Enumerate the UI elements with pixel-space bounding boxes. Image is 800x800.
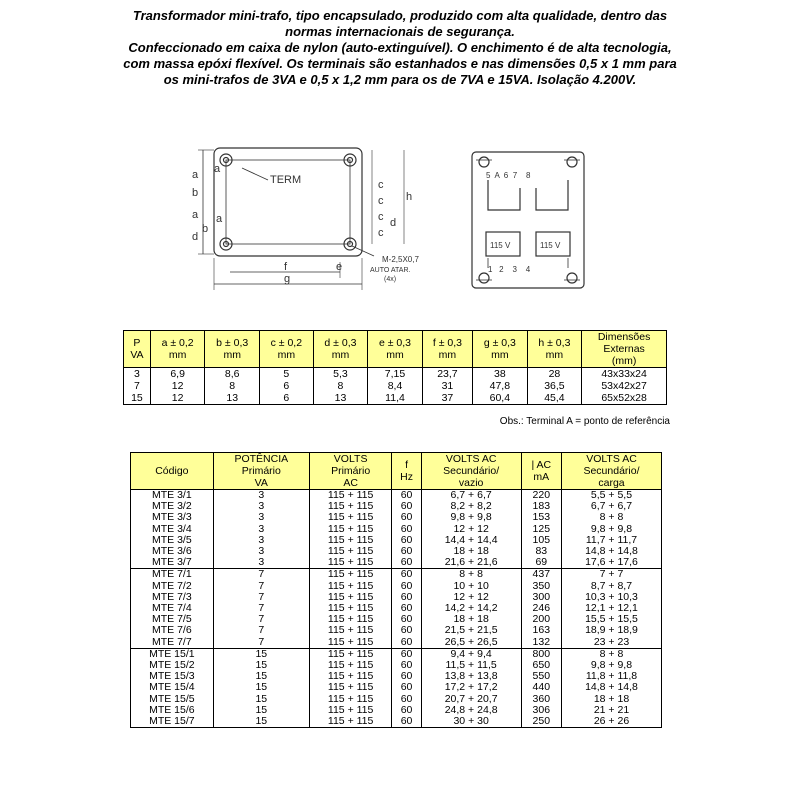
table-cell: 7	[213, 625, 309, 636]
table-cell: 65x52x28	[582, 392, 667, 405]
top-pins-label: 5 A 6 7 8	[486, 171, 531, 180]
technical-drawings	[0, 0, 800, 330]
table-cell: 550	[521, 671, 561, 682]
table-cell: 60	[392, 694, 421, 705]
table-cell: 8,7 + 8,7	[561, 581, 661, 592]
dim-letter: g	[284, 273, 291, 285]
table-cell: 60	[392, 546, 421, 557]
table-row	[131, 557, 662, 569]
table-cell: MTE 15/5	[131, 694, 214, 705]
header-cell: | AC mA	[521, 453, 561, 490]
table-cell: 60	[392, 614, 421, 625]
table-cell: 8	[205, 380, 260, 392]
dimensions-header-row	[124, 331, 667, 368]
table-cell: 115 + 115	[309, 501, 392, 512]
table-cell: 15	[213, 660, 309, 671]
dim-letter: c	[378, 227, 384, 239]
qty-label: (4x)	[384, 276, 397, 283]
table-cell: 37	[422, 392, 472, 405]
table-cell: 23,7	[422, 368, 472, 381]
screw-label: M-2,5X0,7	[382, 255, 419, 264]
table-cell: 14,8 + 14,8	[561, 682, 661, 693]
auto-label: AUTO ATAR.	[370, 267, 411, 274]
table-cell: MTE 7/2	[131, 581, 214, 592]
table-cell: 18 + 18	[561, 694, 661, 705]
table-cell: 60	[392, 671, 421, 682]
table-cell: 115 + 115	[309, 603, 392, 614]
table-cell: 7	[124, 380, 151, 392]
models-header-row	[131, 453, 662, 490]
table-cell: 115 + 115	[309, 592, 392, 603]
dim-letter: a	[192, 169, 199, 181]
table-cell: 36,5	[527, 380, 582, 392]
table-row	[131, 581, 662, 592]
table-cell: 9,4 + 9,4	[421, 648, 521, 660]
table-cell: 21,6 + 21,6	[421, 557, 521, 569]
table-cell: 12	[150, 380, 205, 392]
table-cell: 163	[521, 625, 561, 636]
table-cell: 10 + 10	[421, 581, 521, 592]
table-cell: 18 + 18	[421, 546, 521, 557]
dim-letter: b	[202, 223, 209, 235]
dimensions-table	[123, 330, 667, 405]
table-row	[131, 512, 662, 523]
table-cell: 15	[213, 671, 309, 682]
table-cell: 7	[213, 569, 309, 581]
table-cell: 8	[313, 380, 368, 392]
table-cell: 8,4	[368, 380, 423, 392]
table-cell: 3	[213, 512, 309, 523]
table-cell: 60,4	[473, 392, 528, 405]
table-cell: MTE 15/1	[131, 648, 214, 660]
table-cell: 60	[392, 490, 421, 502]
table-cell: MTE 3/7	[131, 557, 214, 569]
table-cell: MTE 15/7	[131, 716, 214, 728]
table-cell: 21 + 21	[561, 705, 661, 716]
table-cell: 183	[521, 501, 561, 512]
table-row	[131, 694, 662, 705]
table-cell: 440	[521, 682, 561, 693]
table-cell: 15	[213, 705, 309, 716]
table-cell: 60	[392, 512, 421, 523]
header-cell: g ± 0,3 mm	[473, 331, 528, 368]
table-cell: 7	[213, 637, 309, 649]
table-cell: 14,8 + 14,8	[561, 546, 661, 557]
table-cell: 60	[392, 682, 421, 693]
table-cell: 26 + 26	[561, 716, 661, 728]
table-cell: 8,6	[205, 368, 260, 381]
drawing-pin-view-labels	[486, 171, 561, 274]
table-cell: 60	[392, 637, 421, 649]
table-cell: 24,8 + 24,8	[421, 705, 521, 716]
header-cell: VOLTS Primário AC	[309, 453, 392, 490]
table-cell: 115 + 115	[309, 512, 392, 523]
table-cell: 11,5 + 11,5	[421, 660, 521, 671]
table-cell: 9,8 + 9,8	[561, 524, 661, 535]
table-cell: 5	[259, 368, 313, 381]
table-cell: 350	[521, 581, 561, 592]
table-cell: 3	[124, 368, 151, 381]
table-cell: 12 + 12	[421, 592, 521, 603]
table-cell: 13	[313, 392, 368, 405]
table-cell: 12 + 12	[421, 524, 521, 535]
table-cell: 115 + 115	[309, 716, 392, 728]
table-cell: 132	[521, 637, 561, 649]
table-row	[131, 625, 662, 636]
table-cell: 60	[392, 524, 421, 535]
table-cell: MTE 3/2	[131, 501, 214, 512]
header-cell: Código	[131, 453, 214, 490]
dim-letter: c	[378, 179, 384, 191]
table-cell: 125	[521, 524, 561, 535]
table-cell: 45,4	[527, 392, 582, 405]
table-cell: 115 + 115	[309, 490, 392, 502]
table-cell: 6,9	[150, 368, 205, 381]
bottom-pins-label: 1 2 3 4	[488, 265, 531, 274]
table-cell: 6	[259, 392, 313, 405]
table-cell: 30 + 30	[421, 716, 521, 728]
table-cell: MTE 15/3	[131, 671, 214, 682]
table-row	[131, 614, 662, 625]
dim-letter: d	[390, 217, 397, 229]
table-cell: 360	[521, 694, 561, 705]
table-row	[131, 705, 662, 716]
table-cell: 115 + 115	[309, 671, 392, 682]
table-cell: 17,6 + 17,6	[561, 557, 661, 569]
table-cell: 12,1 + 12,1	[561, 603, 661, 614]
table-cell: 13,8 + 13,8	[421, 671, 521, 682]
header-cell: b ± 0,3 mm	[205, 331, 260, 368]
models-table	[130, 452, 662, 728]
header-cell: P VA	[124, 331, 151, 368]
table-cell: MTE 7/6	[131, 625, 214, 636]
table-cell: 83	[521, 546, 561, 557]
table-cell: 60	[392, 557, 421, 569]
table-cell: 3	[213, 557, 309, 569]
table-cell: 15	[213, 716, 309, 728]
coil-left-label: 115 V	[490, 241, 511, 250]
table-cell: 60	[392, 625, 421, 636]
table-cell: 3	[213, 535, 309, 546]
table-cell: 23 + 23	[561, 637, 661, 649]
table-cell: 15	[124, 392, 151, 405]
table-row	[131, 490, 662, 502]
table-cell: 12	[150, 392, 205, 405]
table-cell: 8 + 8	[421, 569, 521, 581]
table-cell: 18,9 + 18,9	[561, 625, 661, 636]
table-cell: 26,5 + 26,5	[421, 637, 521, 649]
table-cell: 115 + 115	[309, 524, 392, 535]
header-cell: Dimensões Externas (mm)	[582, 331, 667, 368]
table-cell: 800	[521, 648, 561, 660]
table-cell: 15,5 + 15,5	[561, 614, 661, 625]
header-cell: c ± 0,2 mm	[259, 331, 313, 368]
table-cell: 9,8 + 9,8	[561, 660, 661, 671]
table-cell: 15	[213, 694, 309, 705]
dim-letter: a	[216, 213, 223, 225]
table-row	[131, 660, 662, 671]
table-row	[124, 368, 667, 381]
table-cell: 650	[521, 660, 561, 671]
table-cell: 60	[392, 569, 421, 581]
table-row	[131, 603, 662, 614]
table-cell: 3	[213, 490, 309, 502]
table-cell: 5,5 + 5,5	[561, 490, 661, 502]
table-row	[131, 535, 662, 546]
table-cell: 7,15	[368, 368, 423, 381]
table-cell: 6,7 + 6,7	[421, 490, 521, 502]
table-row	[124, 380, 667, 392]
table-cell: MTE 7/4	[131, 603, 214, 614]
table-row	[131, 569, 662, 581]
table-row	[131, 648, 662, 660]
table-row	[131, 637, 662, 649]
table-cell: 13	[205, 392, 260, 405]
table-cell: 7	[213, 581, 309, 592]
table-row	[131, 671, 662, 682]
header-cell: POTÊNCIA Primário VA	[213, 453, 309, 490]
table-cell: 300	[521, 592, 561, 603]
table-cell: 60	[392, 660, 421, 671]
intro-paragraph-1: Transformador mini-trafo, tipo encapsulado, produzido com alta qualidade, dentro das normas internacionais de segurança.	[132, 8, 668, 39]
table-cell: 220	[521, 490, 561, 502]
table-row	[131, 716, 662, 728]
dim-letter: h	[406, 191, 413, 203]
table-cell: 10,3 + 10,3	[561, 592, 661, 603]
table-cell: 7	[213, 603, 309, 614]
dim-letter: d	[192, 231, 199, 243]
table-cell: MTE 7/1	[131, 569, 214, 581]
header-cell: h ± 0,3 mm	[527, 331, 582, 368]
table-cell: 31	[422, 380, 472, 392]
table-row	[131, 501, 662, 512]
table-cell: 306	[521, 705, 561, 716]
table-cell: MTE 15/2	[131, 660, 214, 671]
table-cell: 15	[213, 648, 309, 660]
intro-paragraph-2: Confeccionado em caixa de nylon (auto-extinguível). O enchimento é de alta tecnologia, com massa epóxi flexível. Os terminais são estanhados e nas dimensões 0,5 x 1 mm para os mini-trafos de 3VA e 0,5 x 1,2 mm para os de 7VA e 15VA. Isolação 4.200V.	[123, 40, 677, 87]
table-cell: 7 + 7	[561, 569, 661, 581]
table-cell: 6	[259, 380, 313, 392]
header-cell: a ± 0,2 mm	[150, 331, 205, 368]
models-table-body	[131, 490, 662, 728]
table-cell: 115 + 115	[309, 705, 392, 716]
dimensions-table-body	[124, 368, 667, 405]
table-cell: MTE 3/3	[131, 512, 214, 523]
table-cell: 115 + 115	[309, 581, 392, 592]
dim-letter: c	[378, 195, 384, 207]
table-cell: 15	[213, 682, 309, 693]
table-cell: 69	[521, 557, 561, 569]
table-cell: 3	[213, 524, 309, 535]
table-cell: 246	[521, 603, 561, 614]
table-cell: 115 + 115	[309, 694, 392, 705]
table-cell: 9,8 + 9,8	[421, 512, 521, 523]
table-cell: 115 + 115	[309, 557, 392, 569]
table-row	[131, 546, 662, 557]
dim-letter: a	[214, 163, 221, 175]
table-row	[131, 592, 662, 603]
table-cell: 8 + 8	[561, 512, 661, 523]
table-cell: 47,8	[473, 380, 528, 392]
table-cell: 14,2 + 14,2	[421, 603, 521, 614]
table-row	[124, 392, 667, 405]
header-cell: d ± 0,3 mm	[313, 331, 368, 368]
table-cell: 115 + 115	[309, 625, 392, 636]
dim-letter: c	[378, 211, 384, 223]
table-cell: 115 + 115	[309, 648, 392, 660]
dim-letter: f	[284, 261, 288, 273]
table-cell: 53x42x27	[582, 380, 667, 392]
table-cell: MTE 7/7	[131, 637, 214, 649]
header-cell: f ± 0,3 mm	[422, 331, 472, 368]
table-cell: 60	[392, 592, 421, 603]
table-row	[131, 682, 662, 693]
table-cell: 3	[213, 546, 309, 557]
table-cell: 60	[392, 603, 421, 614]
table-cell: MTE 15/6	[131, 705, 214, 716]
table-cell: 200	[521, 614, 561, 625]
table-cell: MTE 7/5	[131, 614, 214, 625]
table-cell: 115 + 115	[309, 546, 392, 557]
table-cell: 6,7 + 6,7	[561, 501, 661, 512]
table-cell: 60	[392, 705, 421, 716]
header-cell: e ± 0,3 mm	[368, 331, 423, 368]
dim-letter: a	[192, 209, 199, 221]
table-row	[131, 524, 662, 535]
table-cell: 250	[521, 716, 561, 728]
table-cell: 437	[521, 569, 561, 581]
table-cell: 115 + 115	[309, 614, 392, 625]
table-cell: 11,4	[368, 392, 423, 405]
table-cell: 115 + 115	[309, 535, 392, 546]
table-cell: 8,2 + 8,2	[421, 501, 521, 512]
table-cell: 60	[392, 535, 421, 546]
dim-letter: e	[336, 261, 343, 273]
table-cell: 115 + 115	[309, 569, 392, 581]
table-cell: 20,7 + 20,7	[421, 694, 521, 705]
table-cell: 115 + 115	[309, 682, 392, 693]
table-cell: 11,8 + 11,8	[561, 671, 661, 682]
dimensions-note: Obs.: Terminal A = ponto de referência	[499, 416, 670, 427]
table-cell: 14,4 + 14,4	[421, 535, 521, 546]
coil-right-label: 115 V	[540, 241, 561, 250]
header-cell: f Hz	[392, 453, 421, 490]
table-cell: 153	[521, 512, 561, 523]
dim-letter: b	[192, 187, 199, 199]
table-cell: 7	[213, 614, 309, 625]
table-cell: 60	[392, 716, 421, 728]
table-cell: MTE 7/3	[131, 592, 214, 603]
table-cell: 7	[213, 592, 309, 603]
table-cell: 60	[392, 501, 421, 512]
table-cell: 5,3	[313, 368, 368, 381]
table-cell: 8 + 8	[561, 648, 661, 660]
table-cell: 60	[392, 581, 421, 592]
table-cell: 18 + 18	[421, 614, 521, 625]
table-cell: 115 + 115	[309, 637, 392, 649]
header-cell: VOLTS AC Secundário/ carga	[561, 453, 661, 490]
table-cell: 105	[521, 535, 561, 546]
table-cell: 38	[473, 368, 528, 381]
header-cell: VOLTS AC Secundário/ vazio	[421, 453, 521, 490]
table-cell: 21,5 + 21,5	[421, 625, 521, 636]
table-cell: MTE 15/4	[131, 682, 214, 693]
table-cell: 115 + 115	[309, 660, 392, 671]
table-cell: MTE 3/1	[131, 490, 214, 502]
table-cell: 11,7 + 11,7	[561, 535, 661, 546]
table-cell: 43x33x24	[582, 368, 667, 381]
table-cell: MTE 3/4	[131, 524, 214, 535]
table-cell: MTE 3/6	[131, 546, 214, 557]
term-label: TERM	[270, 174, 302, 186]
table-cell: 17,2 + 17,2	[421, 682, 521, 693]
table-cell: 60	[392, 648, 421, 660]
table-cell: 28	[527, 368, 582, 381]
table-cell: 3	[213, 501, 309, 512]
table-cell: MTE 3/5	[131, 535, 214, 546]
